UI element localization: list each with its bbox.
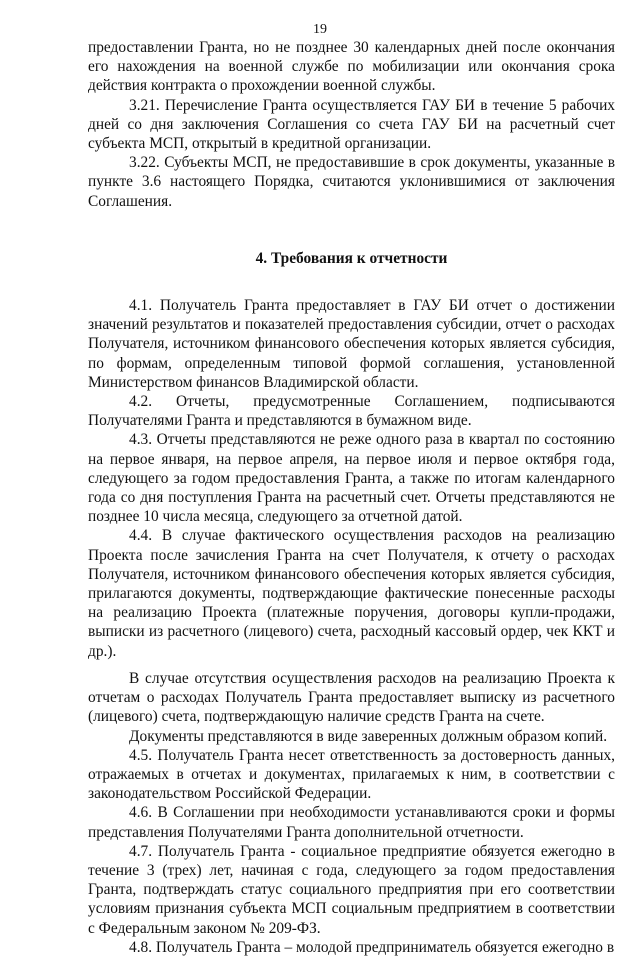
page-content	[88, 38, 615, 957]
paragraph-3-20-continuation: предоставлении Гранта, но не позднее 30 календарных дней после окончания его нахождения на военной службе по мобилизации или окончания срока действия контракта о прохождении военной службы.	[88, 39, 615, 95]
paragraph-4-1: 4.1. Получатель Гранта предоставляет в ГАУ БИ отчет о достижении значений результатов и показателей предоставления субсидии, отчет о расходах Получателя, источником финансового обеспечения которых является субсидия, по формам, определенным типовой формой соглашения, установленной Министерством финансов Владимирской области.	[88, 297, 615, 391]
spacer	[88, 211, 615, 249]
paragraph-4-6: 4.6. В Соглашении при необходимости устанавливаются сроки и формы представления Получателями Гранта дополнительной отчетности.	[88, 804, 615, 841]
paragraph-4-8: 4.8. Получатель Гранта – молодой предприниматель обязуется ежегодно в	[129, 938, 615, 956]
paragraph-4-2: 4.2. Отчеты, предусмотренные Соглашением, подписываются Получателями Гранта и представляются в бумажном виде.	[88, 393, 615, 430]
paragraph-4-4-no-expenses: В случае отсутствия осуществления расходов на реализацию Проекта к отчетам о расходах Получатель Гранта предоставляет выписку из расчетного (лицевого) счета, подтверждающую наличие средств Гранта на счете.	[88, 669, 615, 726]
page-number: 19	[313, 22, 327, 37]
paragraph-4-7: 4.7. Получатель Гранта - социальное предприятие обязуется ежегодно в течение 3 (трех) лет, начиная с года, следующего за годом предоставления Гранта, подтверждать статус социального предприятия при его соответствии условиям признания субъекта МСП социальным предприятием в соответствии с Федеральным законом № 209-ФЗ.	[88, 842, 615, 937]
paragraph-4-4-copies: Документы представляются в виде заверенных должным образом копий.	[129, 727, 608, 745]
paragraph-4-4: 4.4. В случае фактического осуществления расходов на реализацию Проекта после зачисления Гранта на счет Получателя, к отчету о расходах Получателя, источником финансового обеспечения которых является субсидия, прилагаются документы, подтверждающие фактические понесенные расходы на реализацию Проекта (платежные поручения, договоры купли-продажи, выписки из расчетного (лицевого) счета, расходный кассовый ордер, чек ККТ и др.).	[88, 527, 615, 660]
paragraph-3-22: 3.22. Субъекты МСП, не предоставившие в срок документы, указанные в пункте 3.6 настоящего Порядка, считаются уклонившимися от заключения Соглашения.	[88, 154, 615, 210]
paragraph-3-21: 3.21. Перечисление Гранта осуществляется ГАУ БИ в течение 5 рабочих дней со дня заключения Соглашения со счета ГАУ БИ на расчетный счет субъекта МСП, открытый в кредитной организации.	[88, 96, 615, 153]
paragraph-4-3: 4.3. Отчеты представляются не реже одного раза в квартал по состоянию на первое января, на первое апреля, на первое июля и первое октября года, следующего за годом предоставления Гранта, а также по итогам календарного года со дня поступления Гранта на расчетный счет. Отчеты представляются не позднее 10 числа месяца, следующего за отчетной датой.	[88, 431, 615, 526]
spacer	[88, 268, 615, 296]
section-heading: 4. Требования к отчетности	[255, 249, 448, 267]
paragraph-4-5: 4.5. Получатель Гранта несет ответственность за достоверность данных, отражаемых в отчетах и документах, прилагаемых к ним, в соответствии с законодательством Российской Федерации.	[88, 746, 615, 803]
spacer	[88, 661, 615, 669]
